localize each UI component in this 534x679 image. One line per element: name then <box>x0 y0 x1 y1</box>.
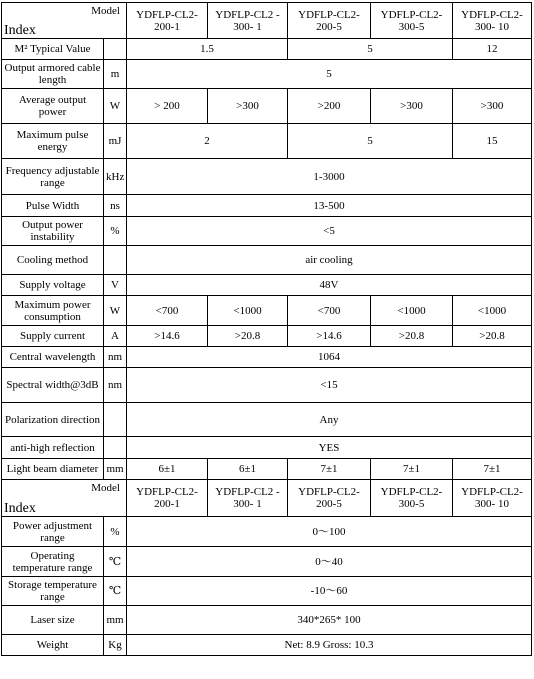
param-value: >14.6 <box>288 326 371 347</box>
table-row <box>2 517 532 547</box>
param-value: Net: 8.9 Gross: 10.3 <box>127 635 532 656</box>
param-value: 5 <box>288 39 453 60</box>
param-name: Output armored cable length <box>2 60 104 89</box>
table-row <box>2 326 532 347</box>
param-value: 48V <box>127 275 532 296</box>
param-value: >300 <box>371 89 453 124</box>
table-row <box>2 217 532 246</box>
param-unit: A <box>104 326 127 347</box>
param-name: Supply voltage <box>2 275 104 296</box>
param-value: air cooling <box>127 246 532 275</box>
param-name: Maximum power consumption <box>2 296 104 326</box>
column-header: YDFLP-CL2-200-5 <box>288 3 371 39</box>
param-unit: Kg <box>104 635 127 656</box>
model-index-cell <box>2 480 127 517</box>
param-unit: V <box>104 275 127 296</box>
param-value: 5 <box>288 124 453 159</box>
table-row <box>2 635 532 656</box>
param-unit: W <box>104 296 127 326</box>
param-value: <700 <box>288 296 371 326</box>
table-row <box>2 577 532 606</box>
table-row <box>2 60 532 89</box>
table-row <box>2 437 532 459</box>
param-value: 0～40 <box>127 547 532 577</box>
param-name: Cooling method <box>2 246 104 275</box>
param-value: <1000 <box>208 296 288 326</box>
param-value: >14.6 <box>127 326 208 347</box>
param-name: Power adjustment range <box>2 517 104 547</box>
param-value: 13-500 <box>127 195 532 217</box>
table-row <box>2 159 532 195</box>
param-name: Output power instability <box>2 217 104 246</box>
param-unit: mm <box>104 606 127 635</box>
param-value: 5 <box>127 60 532 89</box>
table-row <box>2 606 532 635</box>
column-header: YDFLP-CL2 - 300- 1 <box>208 3 288 39</box>
param-unit: W <box>104 89 127 124</box>
param-name: M² Typical Value <box>2 39 104 60</box>
param-unit <box>104 246 127 275</box>
param-value: 1064 <box>127 347 532 368</box>
param-value: >200 <box>288 89 371 124</box>
param-unit: % <box>104 217 127 246</box>
param-unit: m <box>104 60 127 89</box>
param-value: 12 <box>453 39 532 60</box>
column-header: YDFLP-CL2-300- 10 <box>453 3 532 39</box>
param-unit: ns <box>104 195 127 217</box>
column-header: YDFLP-CL2-300-5 <box>371 3 453 39</box>
param-value: 7±1 <box>371 459 453 480</box>
param-name: Maximum pulse energy <box>2 124 104 159</box>
column-header: YDFLP-CL2-200-1 <box>127 480 208 517</box>
param-value: YES <box>127 437 532 459</box>
param-unit: % <box>104 517 127 547</box>
param-value: <5 <box>127 217 532 246</box>
param-unit <box>104 39 127 60</box>
index-label: Index <box>4 23 36 38</box>
param-name: Central wavelength <box>2 347 104 368</box>
param-value: <700 <box>127 296 208 326</box>
param-unit: kHz <box>104 159 127 195</box>
param-name: Supply current <box>2 326 104 347</box>
param-value: 6±1 <box>127 459 208 480</box>
index-label: Index <box>4 501 36 516</box>
param-unit: ℃ <box>104 547 127 577</box>
param-unit: mJ <box>104 124 127 159</box>
param-value: 0～100 <box>127 517 532 547</box>
column-header: YDFLP-CL2-200-5 <box>288 480 371 517</box>
param-value: >20.8 <box>371 326 453 347</box>
param-value: >300 <box>453 89 532 124</box>
param-unit: mm <box>104 459 127 480</box>
spec-table <box>1 2 532 656</box>
param-value: <1000 <box>371 296 453 326</box>
param-value: >20.8 <box>208 326 288 347</box>
param-value: <15 <box>127 368 532 403</box>
column-header: YDFLP-CL2-300- 10 <box>453 480 532 517</box>
model-label: Model <box>91 482 120 494</box>
table-row <box>2 368 532 403</box>
table-row <box>2 459 532 480</box>
param-value: 7±1 <box>288 459 371 480</box>
table-row <box>2 547 532 577</box>
table-row <box>2 296 532 326</box>
param-unit: nm <box>104 347 127 368</box>
param-value: >300 <box>208 89 288 124</box>
param-name: Pulse Width <box>2 195 104 217</box>
param-value: 6±1 <box>208 459 288 480</box>
table-row <box>2 39 532 60</box>
column-header: YDFLP-CL2 - 300- 1 <box>208 480 288 517</box>
param-name: Average output power <box>2 89 104 124</box>
param-name: Frequency adjustable range <box>2 159 104 195</box>
table-row <box>2 124 532 159</box>
param-value: <1000 <box>453 296 532 326</box>
model-index-cell <box>2 3 127 39</box>
param-name: Storage temperature range <box>2 577 104 606</box>
param-unit <box>104 437 127 459</box>
param-unit <box>104 403 127 437</box>
param-value: Any <box>127 403 532 437</box>
column-header: YDFLP-CL2-200-1 <box>127 3 208 39</box>
param-name: Light beam diameter <box>2 459 104 480</box>
param-name: Operating temperature range <box>2 547 104 577</box>
table-row <box>2 347 532 368</box>
model-label: Model <box>91 5 120 17</box>
column-header: YDFLP-CL2-300-5 <box>371 480 453 517</box>
param-name: Polarization direction <box>2 403 104 437</box>
param-unit: ℃ <box>104 577 127 606</box>
table-row <box>2 275 532 296</box>
table-row <box>2 403 532 437</box>
table-row <box>2 246 532 275</box>
table-row <box>2 89 532 124</box>
param-name: Weight <box>2 635 104 656</box>
table-row <box>2 195 532 217</box>
param-name: anti-high reflection <box>2 437 104 459</box>
param-value: > 200 <box>127 89 208 124</box>
param-name: Laser size <box>2 606 104 635</box>
param-value: 2 <box>127 124 288 159</box>
header-row <box>2 480 532 517</box>
param-value: >20.8 <box>453 326 532 347</box>
param-value: 15 <box>453 124 532 159</box>
param-value: -10～60 <box>127 577 532 606</box>
param-name: Spectral width@3dB <box>2 368 104 403</box>
param-value: 1-3000 <box>127 159 532 195</box>
param-unit: nm <box>104 368 127 403</box>
param-value: 340*265* 100 <box>127 606 532 635</box>
param-value: 7±1 <box>453 459 532 480</box>
param-value: 1.5 <box>127 39 288 60</box>
header-row <box>2 3 532 39</box>
